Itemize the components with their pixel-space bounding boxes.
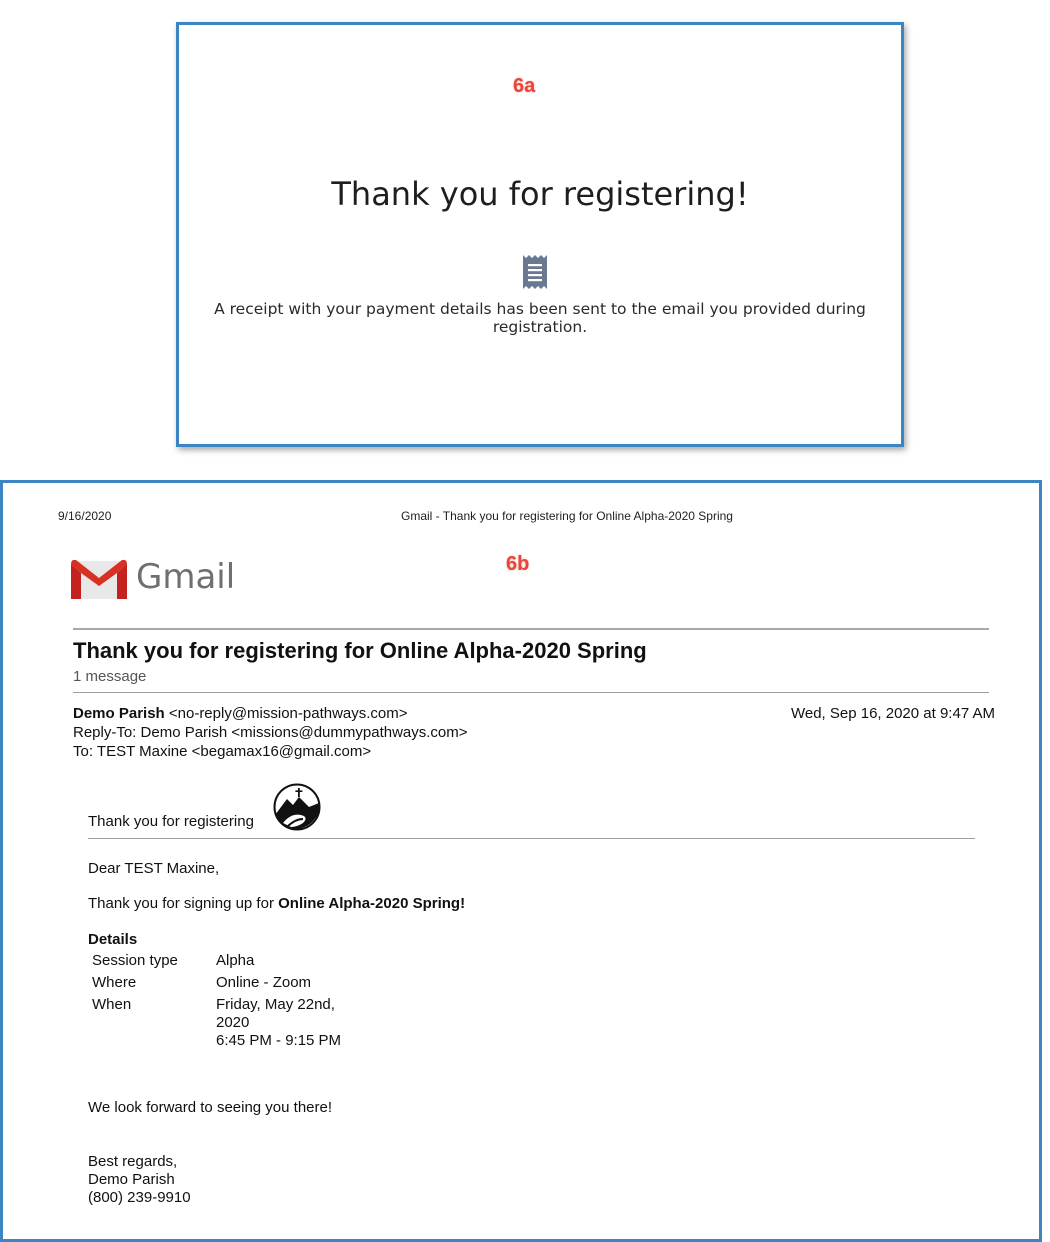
divider: [73, 628, 989, 630]
event-time: 6:45 PM - 9:15 PM: [216, 1032, 342, 1049]
signup-text: Thank you for signing up for: [88, 895, 279, 912]
confirmation-heading: Thank you for registering!: [331, 175, 749, 213]
detail-label: Session type: [92, 952, 178, 969]
event-date: Friday, May 22nd, 2020: [216, 996, 335, 1031]
details-table: [89, 952, 366, 1054]
gmail-logo-icon: [71, 559, 127, 599]
signature-line: Best regards,: [88, 1153, 178, 1170]
greeting: Dear TEST Maxine,: [88, 860, 220, 877]
print-title: Gmail - Thank you for registering for Online Alpha-2020 Spring: [401, 509, 733, 523]
gmail-wordmark: Gmail: [136, 557, 236, 597]
detail-value: Online - Zoom: [216, 974, 312, 991]
detail-value: Alpha: [216, 952, 255, 969]
panel-tag: 6b: [506, 553, 530, 575]
email-panel: [0, 480, 1042, 1242]
email-subject: Thank you for registering for Online Alpha-2020 Spring: [73, 638, 647, 663]
signature-line: (800) 239-9910: [88, 1189, 191, 1206]
sent-timestamp: Wed, Sep 16, 2020 at 9:47 AM: [790, 705, 995, 722]
detail-label: When: [92, 996, 132, 1013]
signature-line: Demo Parish: [88, 1171, 175, 1188]
event-name: Online Alpha-2020 Spring!: [278, 895, 466, 912]
to-line: To: TEST Maxine <begamax16@gmail.com>: [73, 743, 372, 760]
parish-logo-icon: [273, 783, 321, 831]
from-line: [73, 705, 408, 722]
receipt-icon: [522, 255, 548, 289]
receipt-note: A receipt with your payment details has been sent to the email you provided during registration.: [214, 300, 866, 336]
confirmation-panel: [176, 22, 904, 447]
sender-email: <no-reply@mission-pathways.com>: [168, 705, 408, 722]
print-date: 9/16/2020: [58, 509, 112, 523]
panel-tag: 6a: [513, 75, 536, 97]
details-heading: Details: [88, 931, 138, 948]
signup-line: [88, 895, 465, 912]
table-row: [89, 952, 366, 974]
divider: [73, 692, 989, 693]
detail-value: [213, 996, 366, 1054]
sender-name: Demo Parish: [73, 705, 165, 722]
table-row: [89, 996, 366, 1054]
closing-line: We look forward to seeing you there!: [88, 1099, 333, 1116]
detail-label: Where: [92, 974, 137, 991]
reply-to-line: Reply-To: Demo Parish <missions@dummypathways.com>: [73, 724, 468, 741]
table-row: [89, 974, 366, 996]
divider: [88, 838, 975, 839]
registration-line: Thank you for registering: [88, 813, 254, 830]
message-count: 1 message: [73, 668, 147, 685]
